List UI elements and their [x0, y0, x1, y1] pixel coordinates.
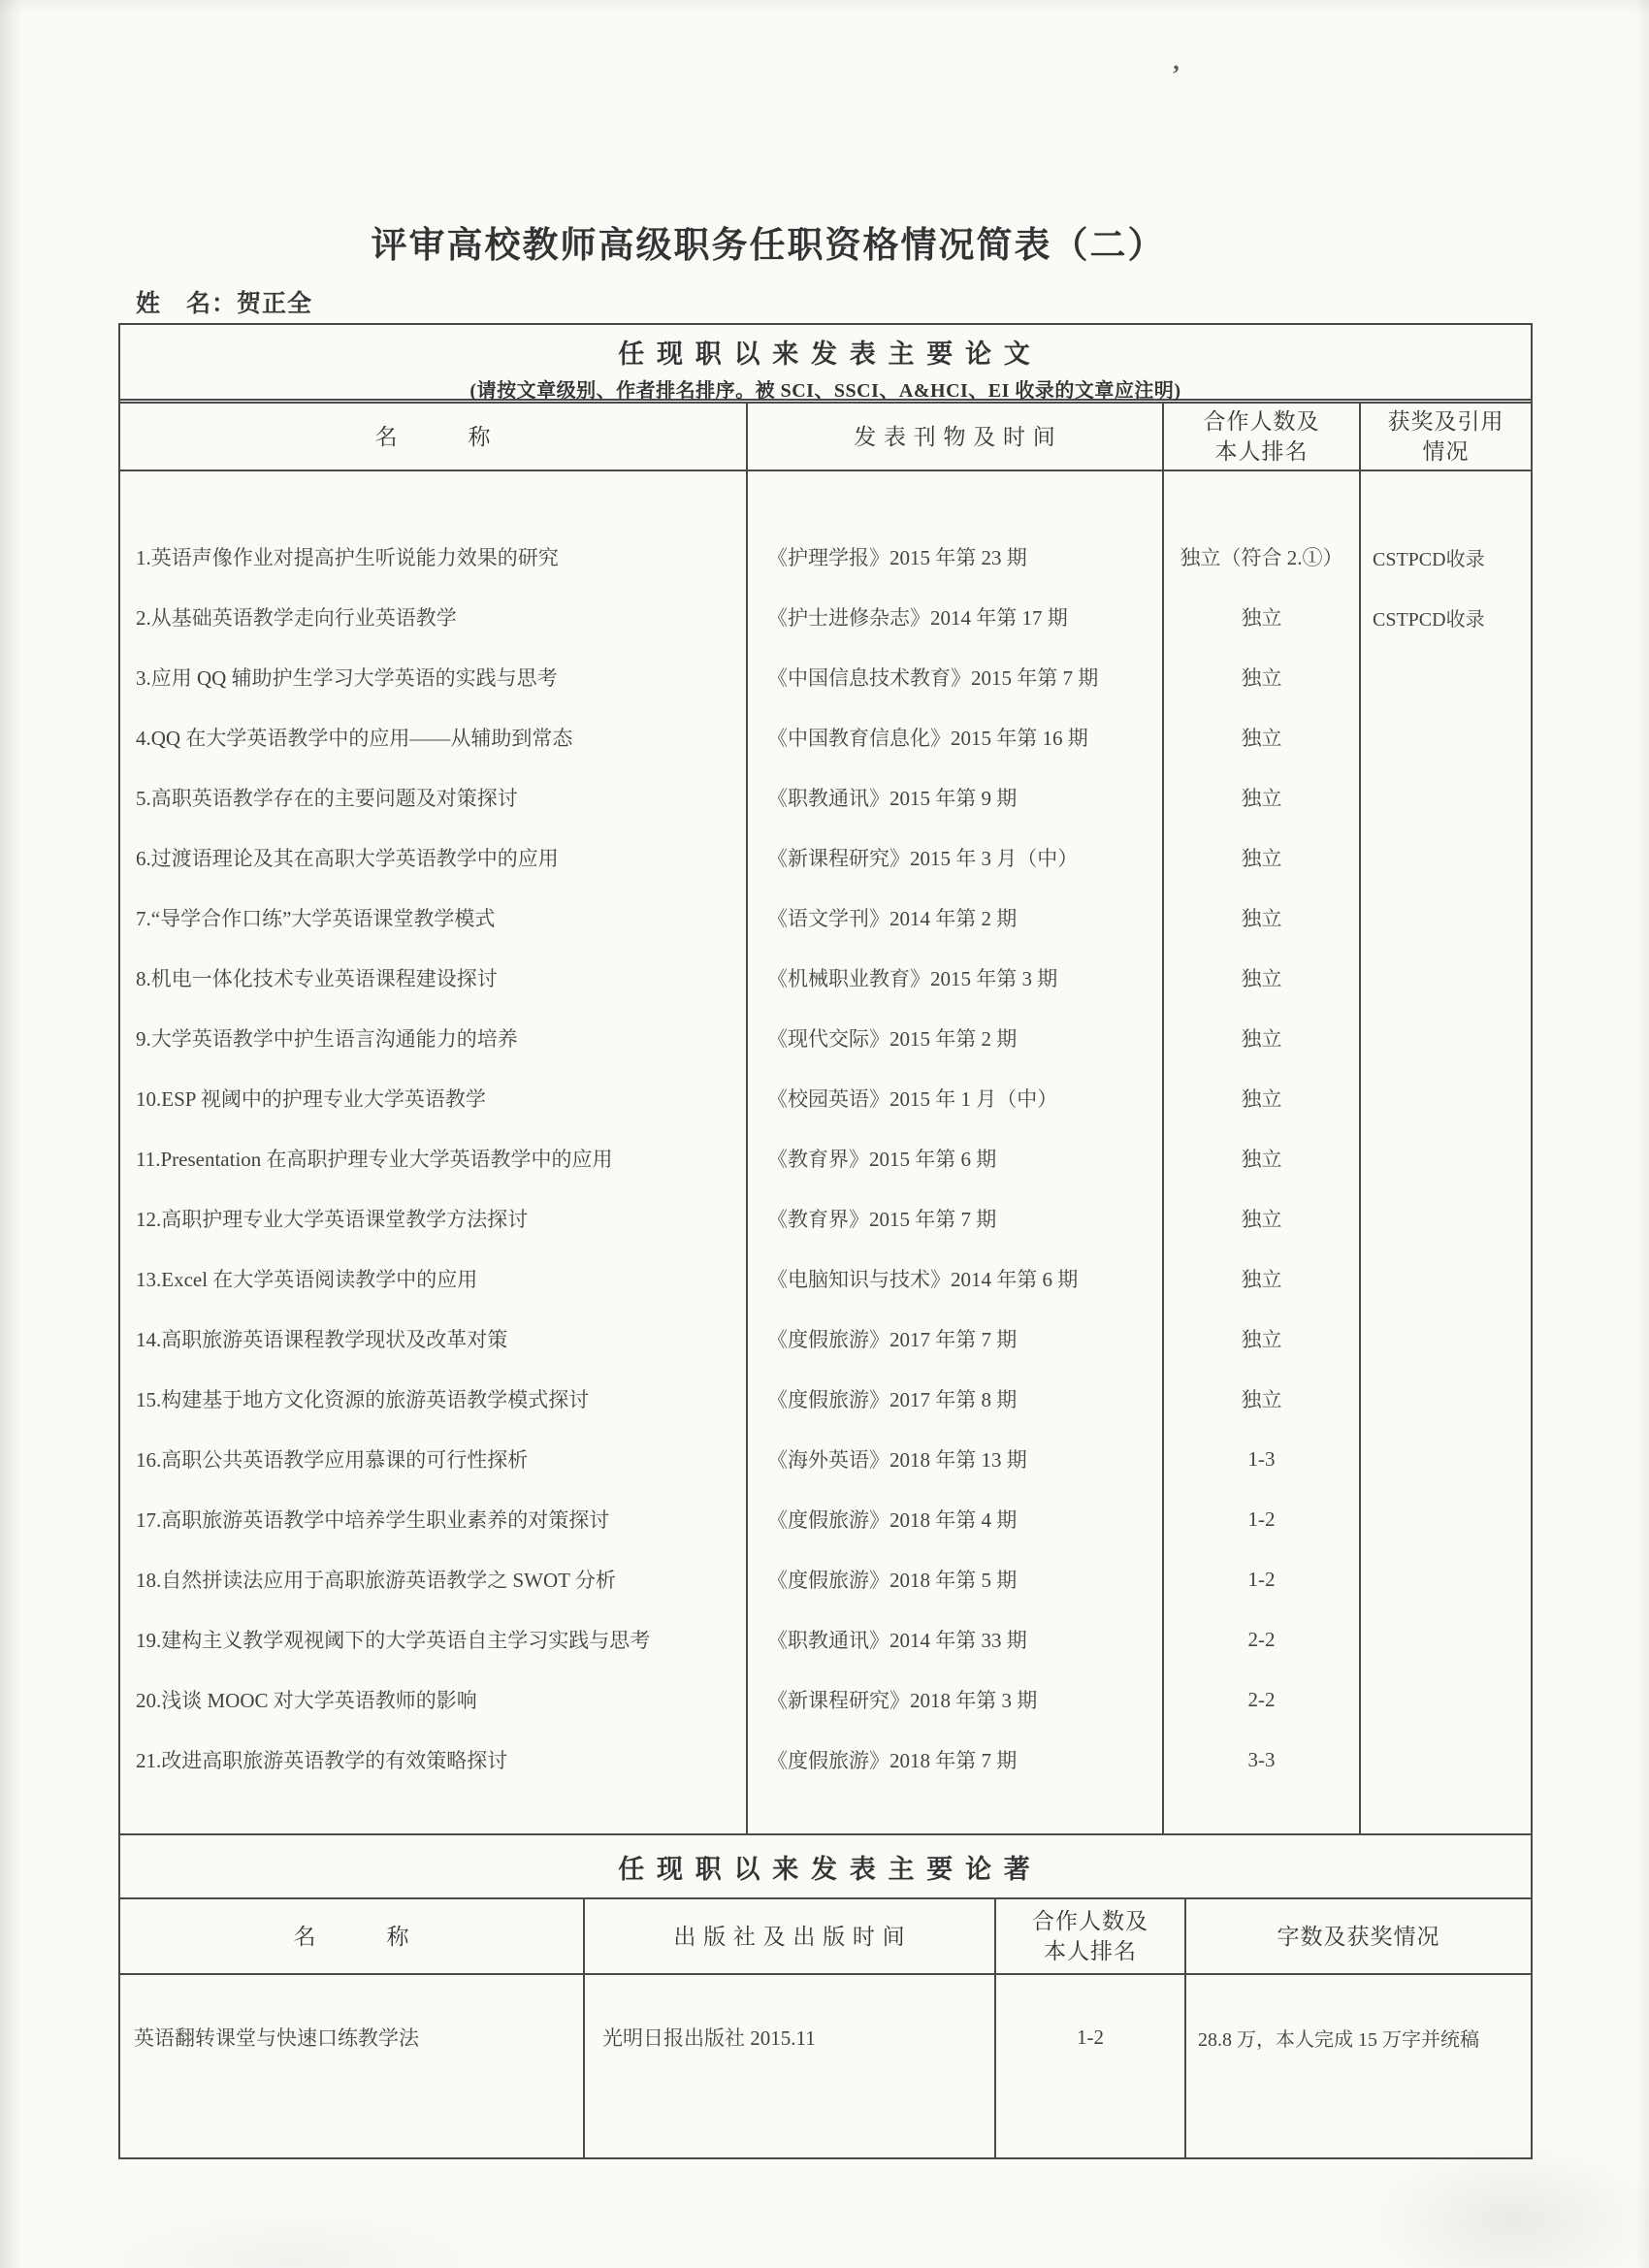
books-col-header-publisher: 出 版 社 及 出 版 时 间 [585, 1899, 996, 1973]
paper-journal-1: 《护理学报》2015 年第 23 期 [767, 546, 1027, 569]
books-cooperation-column [996, 1975, 1186, 2157]
papers-col-header-award-line2: 情况 [1422, 439, 1470, 464]
paper-coop-16: 1-3 [1247, 1446, 1276, 1471]
paper-journal-21: 《度假旅游》2018 年第 7 期 [767, 1749, 1018, 1772]
paper-award-18 [1361, 1549, 1531, 1609]
paper-title-20: 20.浅谈 MOOC 对大学英语教师的影响 [136, 1689, 477, 1712]
books-section-header [120, 1835, 1531, 1899]
paper-title-16: 16.高职公共英语教学应用慕课的可行性探析 [136, 1448, 529, 1472]
books-section-title: 任 现 职 以 来 发 表 主 要 论 著 [618, 1854, 1033, 1884]
paper-title-5: 5.高职英语教学存在的主要问题及对策探讨 [136, 787, 518, 810]
papers-section-header [120, 325, 1531, 404]
books-column-headers [120, 1899, 1531, 1975]
paper-coop-2: 独立 [1241, 606, 1282, 630]
paper-award-19 [1361, 1609, 1531, 1669]
paper-journal-12: 《教育界》2015 年第 7 期 [767, 1208, 997, 1231]
paper-journal-11: 《教育界》2015 年第 6 期 [767, 1148, 997, 1171]
papers-cooperation-column [1164, 471, 1361, 1833]
books-col-header-cooperation-line2: 本人排名 [1044, 1939, 1137, 1963]
books-col-header-cooperation-line1: 合作人数及 [1032, 1909, 1148, 1933]
paper-award-2: CSTPCD收录 [1373, 608, 1485, 631]
papers-col-header-journal: 发 表 刊 物 及 时 间 [748, 404, 1164, 470]
paper-coop-7: 独立 [1241, 907, 1282, 930]
paper-coop-20: 2-2 [1247, 1687, 1276, 1711]
paper-title-8: 8.机电一体化技术专业英语课程建设探讨 [136, 967, 498, 990]
papers-section-title: 任 现 职 以 来 发 表 主 要 论 文 [618, 340, 1033, 369]
books-col-header-name: 名 称 [120, 1899, 585, 1973]
paper-coop-6: 独立 [1241, 847, 1282, 870]
papers-col-header-cooperation-line2: 本人排名 [1214, 439, 1309, 464]
book-coop-1: 1-2 [1077, 2025, 1104, 2049]
name-value: 贺正全 [237, 291, 313, 317]
papers-table-body [120, 471, 1531, 1833]
paper-title-1: 1.英语声像作业对提高护生听说能力效果的研究 [136, 546, 559, 569]
paper-award-13 [1361, 1248, 1531, 1309]
paper-title-7: 7.“导学合作口练”大学英语课堂教学模式 [136, 907, 496, 930]
paper-title-17: 17.高职旅游英语教学中培养学生职业素养的对策探讨 [136, 1508, 610, 1532]
paper-journal-8: 《机械职业教育》2015 年第 3 期 [767, 967, 1058, 990]
books-table-body [120, 1975, 1531, 2157]
paper-coop-18: 1-2 [1247, 1567, 1276, 1591]
paper-award-6 [1361, 827, 1531, 888]
paper-award-3 [1361, 647, 1531, 707]
paper-journal-16: 《海外英语》2018 年第 13 期 [767, 1448, 1027, 1472]
page-title: 评审高校教师高级职务任职资格情况简表（二） [371, 226, 1166, 266]
paper-award-1: CSTPCD收录 [1373, 548, 1485, 570]
paper-award-5 [1361, 767, 1531, 827]
paper-journal-4: 《中国教育信息化》2015 年第 16 期 [767, 727, 1088, 750]
paper-journal-10: 《校园英语》2015 年 1 月（中） [767, 1087, 1058, 1111]
papers-table [118, 323, 1533, 1835]
paper-journal-15: 《度假旅游》2017 年第 8 期 [767, 1388, 1018, 1411]
papers-col-header-cooperation [1164, 404, 1361, 470]
paper-title-13: 13.Excel 在大学英语阅读教学中的应用 [136, 1268, 478, 1291]
paper-coop-5: 独立 [1241, 787, 1282, 810]
paper-coop-12: 独立 [1241, 1208, 1282, 1231]
paper-title-3: 3.应用 QQ 辅助护生学习大学英语的实践与思考 [136, 666, 558, 690]
papers-col-header-award [1361, 404, 1531, 470]
name-label: 姓 名： [136, 291, 238, 317]
paper-journal-20: 《新课程研究》2018 年第 3 期 [767, 1689, 1038, 1712]
paper-journal-14: 《度假旅游》2017 年第 7 期 [767, 1328, 1018, 1351]
papers-column-headers [120, 404, 1531, 471]
paper-award-4 [1361, 707, 1531, 767]
paper-journal-3: 《中国信息技术教育》2015 年第 7 期 [767, 666, 1099, 690]
paper-coop-3: 独立 [1241, 666, 1282, 690]
paper-award-16 [1361, 1429, 1531, 1489]
paper-coop-14: 独立 [1241, 1328, 1282, 1351]
paper-journal-5: 《职教通讯》2015 年第 9 期 [767, 787, 1018, 810]
paper-title-12: 12.高职护理专业大学英语课堂教学方法探讨 [136, 1208, 529, 1231]
paper-coop-9: 独立 [1241, 1027, 1282, 1051]
paper-title-14: 14.高职旅游英语课程教学现状及改革对策 [136, 1328, 508, 1351]
paper-title-6: 6.过渡语理论及其在高职大学英语教学中的应用 [136, 847, 559, 870]
paper-coop-17: 1-2 [1247, 1507, 1276, 1531]
paper-award-12 [1361, 1188, 1531, 1248]
papers-award-column [1361, 471, 1531, 1833]
paper-title-11: 11.Presentation 在高职护理专业大学英语教学中的应用 [136, 1148, 613, 1171]
paper-journal-13: 《电脑知识与技术》2014 年第 6 期 [767, 1268, 1079, 1291]
paper-journal-18: 《度假旅游》2018 年第 5 期 [767, 1569, 1018, 1592]
paper-award-21 [1361, 1730, 1531, 1790]
book-words-1: 28.8 万，本人完成 15 万字并统稿 [1198, 2028, 1479, 2051]
paper-title-4: 4.QQ 在大学英语教学中的应用——从辅助到常态 [136, 727, 573, 750]
paper-coop-19: 2-2 [1247, 1627, 1276, 1651]
books-words-column [1186, 1975, 1531, 2157]
paper-award-7 [1361, 888, 1531, 948]
paper-title-15: 15.构建基于地方文化资源的旅游英语教学模式探讨 [136, 1388, 590, 1411]
books-name-column [120, 1975, 585, 2157]
papers-section-note: (请按文章级别、作者排名排序。被 SCI、SSCI、A&HCI、EI 收录的文章应注明) [469, 380, 1181, 402]
paper-coop-8: 独立 [1241, 967, 1282, 990]
paper-journal-2: 《护士进修杂志》2014 年第 17 期 [767, 606, 1068, 630]
books-publisher-column [585, 1975, 996, 2157]
paper-coop-4: 独立 [1241, 727, 1282, 750]
paper-award-11 [1361, 1128, 1531, 1188]
paper-award-20 [1361, 1669, 1531, 1730]
paper-award-14 [1361, 1309, 1531, 1369]
paper-award-17 [1361, 1489, 1531, 1549]
paper-award-8 [1361, 948, 1531, 1008]
papers-col-header-cooperation-line1: 合作人数及 [1203, 409, 1320, 434]
paper-award-10 [1361, 1068, 1531, 1128]
paper-title-2: 2.从基础英语教学走向行业英语教学 [136, 606, 457, 630]
books-col-header-cooperation [996, 1899, 1186, 1973]
paper-journal-9: 《现代交际》2015 年第 2 期 [767, 1027, 1018, 1051]
paper-journal-7: 《语文学刊》2014 年第 2 期 [767, 907, 1018, 930]
paper-journal-17: 《度假旅游》2018 年第 4 期 [767, 1508, 1018, 1532]
paper-journal-19: 《职教通讯》2014 年第 33 期 [767, 1629, 1027, 1652]
book-publisher-1: 光明日报出版社 2015.11 [602, 2026, 816, 2050]
paper-title-21: 21.改进高职旅游英语教学的有效策略探讨 [136, 1749, 508, 1772]
papers-col-header-award-line1: 获奖及引用 [1387, 409, 1504, 434]
paper-journal-6: 《新课程研究》2015 年 3 月（中） [767, 847, 1079, 870]
papers-col-header-name: 名 称 [120, 404, 748, 470]
paper-coop-21: 3-3 [1247, 1747, 1276, 1771]
paper-coop-11: 独立 [1241, 1148, 1282, 1171]
book-name-1: 英语翻转课堂与快速口练教学法 [134, 2026, 419, 2050]
paper-coop-10: 独立 [1241, 1087, 1282, 1111]
paper-coop-13: 独立 [1241, 1268, 1282, 1291]
paper-award-15 [1361, 1369, 1531, 1429]
papers-journal-column [748, 471, 1164, 1833]
paper-title-9: 9.大学英语教学中护生语言沟通能力的培养 [136, 1027, 518, 1051]
paper-award-9 [1361, 1008, 1531, 1068]
paper-coop-1: 独立（符合 2.①） [1180, 546, 1343, 569]
papers-title-column [120, 471, 748, 1833]
scan-artifact-mark: ’ [1172, 60, 1180, 88]
books-col-header-words: 字数及获奖情况 [1277, 1924, 1440, 1949]
paper-title-18: 18.自然拼读法应用于高职旅游英语教学之 SWOT 分析 [136, 1569, 616, 1592]
paper-title-10: 10.ESP 视阈中的护理专业大学英语教学 [136, 1087, 486, 1111]
paper-coop-15: 独立 [1241, 1388, 1282, 1411]
books-table [118, 1833, 1533, 2159]
name-line [136, 284, 312, 319]
paper-title-19: 19.建构主义教学观视阈下的大学英语自主学习实践与思考 [136, 1629, 651, 1652]
